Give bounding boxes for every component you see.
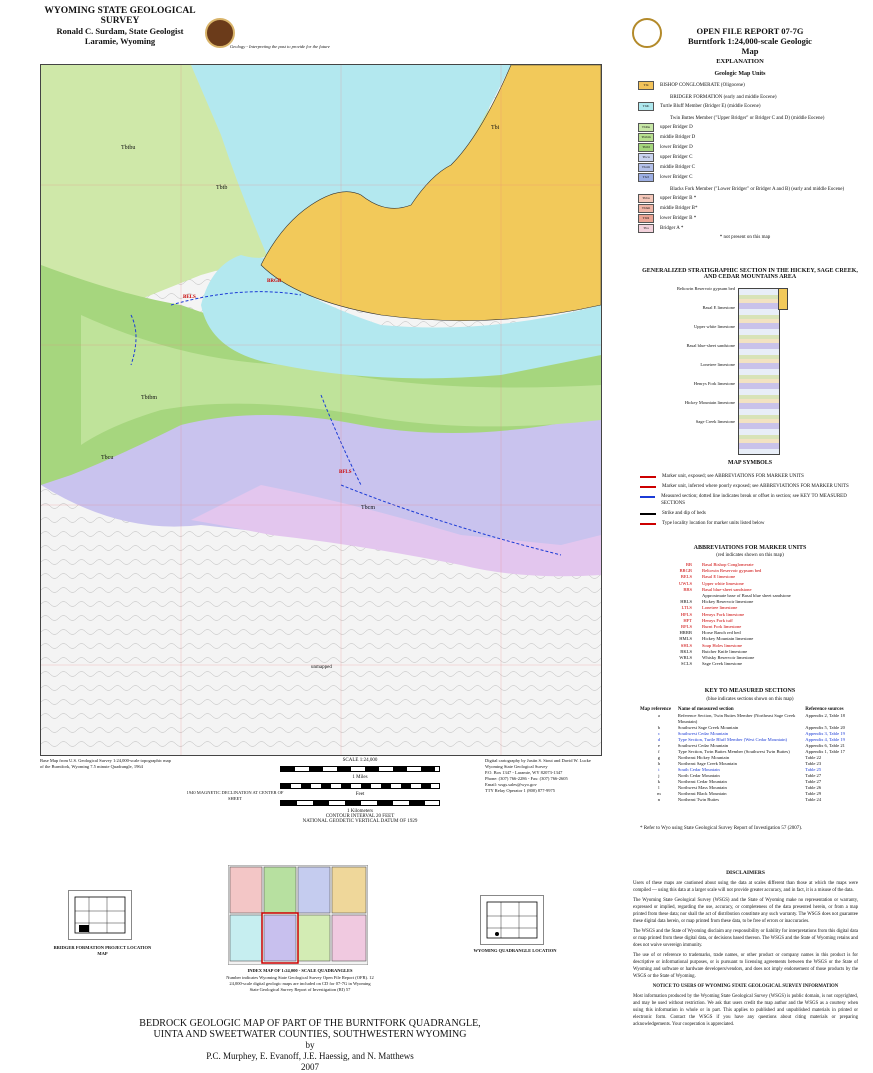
key-cell-ref: n — [657, 797, 661, 802]
key-header-cell: Name of measured section — [677, 707, 734, 712]
bridger-location-map — [68, 890, 132, 940]
map-label-tbtbu: Tbtbu — [121, 145, 136, 151]
report-number: OPEN FILE REPORT 07-7G — [696, 26, 804, 36]
key-cell-ref: k — [657, 779, 661, 784]
map-label-tbcm: Tbcm — [361, 505, 375, 511]
units-title: Geologic Map Units — [714, 71, 766, 77]
key-cell-src: Table 22 — [805, 755, 822, 760]
key-cell-src: Table 26 — [805, 785, 822, 790]
key-row — [640, 797, 865, 803]
wyoming-outline-icon-2 — [481, 896, 543, 944]
symbol-line-icon — [640, 486, 656, 488]
key-cell-src: Table 29 — [805, 791, 822, 796]
key-cell-ref: b — [657, 725, 661, 730]
symbol-line-icon — [640, 496, 655, 498]
unit-row — [630, 81, 860, 90]
header-left — [30, 6, 210, 46]
abbrev-code: WRLS — [679, 655, 692, 661]
key-cell-ref: c — [657, 731, 660, 736]
state-geologist: Ronald C. Surdam, State Geologist — [56, 26, 184, 36]
key-cell-src: Table 24 — [805, 797, 822, 802]
abbrev-name: Burnt Fork limestone — [702, 624, 742, 630]
abbrev-row — [670, 661, 850, 667]
abbrev-name: Upper white limestone — [702, 580, 744, 586]
unit-name: upper Bridger C — [660, 155, 693, 160]
wyoming-outline-icon — [69, 891, 131, 939]
unit-row — [630, 194, 860, 203]
abbrev-name: Beltowin Reservoir gypsum bed — [702, 568, 762, 574]
key-subtitle: (blue indicates sections shown on this map) — [706, 697, 794, 702]
survey-name: WYOMING STATE GEOLOGICAL SURVEY — [44, 6, 196, 26]
abbrev-name: Basal blue-sheet sandstone — [702, 586, 752, 592]
bridger-location-caption: BRIDGER FORMATION PROJECT LOCATION MAP — [53, 945, 152, 956]
symbol-text: Marker unit, exposed; see ABBREVIATIONS FOR MARKER UNITS — [662, 474, 804, 479]
abbrev-name: Lonetree limestone — [702, 605, 738, 611]
abbrev-code: BRGB — [679, 568, 692, 574]
abbrev-name: Soap Holes limestone — [702, 642, 743, 648]
header-right — [680, 26, 820, 56]
unit-name: BRIDGER FORMATION (early and middle Eocene) — [670, 95, 777, 100]
symbol-text: Strike and dip of beds — [662, 511, 706, 516]
unit-swatch: Tbtbl — [638, 143, 654, 152]
key-cell-name: North Cedar Mountain — [677, 773, 720, 778]
unit-swatch: Tbcu — [638, 153, 654, 162]
unit-name: upper Bridger B * — [660, 196, 697, 201]
disclaimers-title: DISCLAIMERS — [726, 870, 765, 876]
publisher-phone: Phone: (307) 766-2286 - Fax: (307) 766-2605 — [485, 776, 568, 781]
key-cell-src: Appendix 2, Table 18 — [805, 713, 845, 718]
map-label-tbtb: Tbtb — [216, 185, 228, 191]
abbrev-code: HRRB — [679, 630, 692, 636]
map-label-bels: BELS — [183, 295, 196, 300]
scale-bar-km — [280, 800, 440, 806]
key-cell-name: Southwest Cedar Mountain — [677, 731, 729, 736]
publisher-email[interactable]: Email: wsgs.sales@wyo.gov — [485, 782, 537, 787]
map-symbols-list — [640, 470, 860, 530]
key-cell-ref: d — [657, 737, 661, 742]
key-cell-src: Appendix 5, Table 20 — [805, 725, 845, 730]
abbrev-name: Whisky Reservoir limestone — [702, 655, 755, 661]
unit-swatch: Tbtbm — [638, 133, 654, 142]
disclaimer-p3: The WSGS and the State of Wyoming disclaim any responsibility or liability for interpretations from this digital data or map printed from these digital data, or decisions based thereon. The WSGS and the State of Wyoming retains and does not waive sovereign immunity. — [633, 929, 858, 948]
publisher-tty: TTY Relay Operator 1 (800) 877-9975 — [485, 788, 555, 793]
contour-interval: CONTOUR INTERVAL 20 FEET — [325, 814, 395, 819]
publisher-name: Wyoming State Geological Survey — [485, 764, 548, 769]
vertical-datum: NATIONAL GEODETIC VERTICAL DATUM OF 1929 — [302, 819, 418, 824]
scale-miles-unit: 1 Miles — [352, 775, 368, 780]
abbrev-code: BFLS — [681, 624, 692, 630]
publisher-address: P.O. Box 1347 - Laramie, WY 82073-1347 — [485, 770, 563, 775]
notice-title: NOTICE TO USERS OF WYOMING STATE GEOLOGICAL SURVEY INFORMATION — [652, 984, 839, 989]
strat-label: Lonetree limestone — [700, 362, 735, 367]
city: Laramie, Wyoming — [84, 36, 156, 46]
abbrev-code: SCLS — [681, 661, 692, 667]
key-cell-name: Southwest Sage Creek Mountain — [677, 725, 739, 730]
symbol-row — [640, 520, 860, 527]
strat-label: Beltowin Reservoir gypsum bed — [676, 286, 735, 291]
notice-text: Most information produced by the Wyoming State Geological Survey (WSGS) is public domain, is not copyrighted, and may be used without restriction. We ask that users credit the map author and the WSGS as a courtesy when using this information in whole or in part. This applies to published and unpublished materials in printed or electronic form. Contact the WSGS if you have any questions about citing materials or preparing acknowledgements. Your cooperation is appreciated. — [633, 994, 858, 1027]
abbrev-title: ABBREVIATIONS FOR MARKER UNITS — [693, 545, 807, 551]
unit-row — [630, 94, 860, 101]
map-symbols-title: MAP SYMBOLS — [727, 460, 773, 466]
strat-section-labels — [640, 285, 735, 455]
unit-row — [630, 115, 860, 122]
unit-row — [630, 204, 860, 213]
unit-name: Bridger A * — [660, 226, 684, 231]
key-cell-src: Appendix 3, Table 19 — [805, 731, 845, 736]
abbrev-code: BKLS — [680, 648, 692, 654]
disclaimer-p2: The Wyoming State Geological Survey (WSGS) and the State of Wyoming make no representation or warranty, expressed or implied, regarding the use, accuracy, or completeness of the data presented herein, or from a map printed from these data; nor shall the act of distribution constitute any such warranty. The WSGS does not guarantee these digital data herein, or map printed from these data, to be free of errors or inaccuracies. — [633, 898, 858, 924]
abbrev-code: BELS — [680, 574, 692, 580]
abbrev-list — [670, 562, 850, 667]
scale-bar-miles — [280, 766, 440, 772]
symbol-line-icon — [640, 513, 656, 515]
unit-row — [630, 133, 860, 142]
title-authors: P.C. Murphey, E. Evanoff, J.E. Haessig, and N. Matthews — [206, 1051, 414, 1061]
abbrev-code: HMLS — [679, 636, 692, 642]
wyoming-quadrangle-caption: WYOMING QUADRANGLE LOCATION — [473, 948, 557, 953]
map-label-unmapped: unmapped — [311, 665, 332, 670]
unit-swatch: Tbtbu — [638, 123, 654, 132]
unit-row — [630, 102, 860, 111]
unit-row — [630, 123, 860, 132]
key-cell-ref: m — [657, 791, 661, 796]
key-cell-name: Northeast Cedar Mountain — [677, 779, 727, 784]
symbol-line-icon — [640, 476, 656, 478]
abbrev-code: HRLS — [680, 599, 692, 605]
key-cell-src: Appendix 6, Table 21 — [805, 743, 845, 748]
unit-swatch: Tbcl — [638, 173, 654, 182]
abbrev-code: LTLS — [681, 605, 692, 611]
key-cell-ref: f — [658, 749, 660, 754]
index-map-grid — [228, 865, 368, 965]
abbrev-code: HFLS — [680, 611, 692, 617]
key-cell-src: Table 27 — [805, 773, 822, 778]
symbol-text: Type locality location for marker units listed below — [662, 521, 765, 526]
unit-row — [630, 186, 860, 193]
declination-note: 1940 MAGNETIC DECLINATION AT CENTER OF SHEET — [186, 790, 284, 801]
abbrev-code: UWLS — [678, 580, 692, 586]
unit-name: BISHOP CONGLOMERATE (Oligocene) — [660, 83, 745, 88]
symbol-row — [640, 473, 860, 480]
key-cell-src: Appendix 1, Table 17 — [805, 749, 845, 754]
symbol-row — [640, 493, 860, 507]
key-cell-name: Northeast Black Mountain — [677, 791, 727, 796]
unit-row — [630, 224, 860, 233]
index-map — [228, 865, 368, 965]
explanation-title: EXPLANATION — [716, 58, 764, 65]
strat-label: Hickey Mountain limestone — [684, 400, 735, 405]
title-year: 2007 — [301, 1062, 319, 1072]
disclaimers — [633, 870, 858, 1031]
unit-name: Twin Buttes Member ("Upper Bridger" or Bridger C and D) (middle Eocene) — [670, 116, 825, 121]
key-cell-src: Table 27 — [805, 779, 822, 784]
map-label-tbcu: Tbcu — [101, 455, 114, 461]
abbrev-name: Sage Creek limestone — [702, 661, 743, 667]
symbol-row — [640, 483, 860, 490]
key-cell-ref: j — [658, 773, 660, 778]
map-name: Burntfork 1:24,000-scale Geologic Map — [688, 36, 812, 56]
strat-section-title: GENERALIZED STRATIGRAPHIC SECTION IN THE HICKEY, SAGE CREEK, AND CEDAR MOUNTAINS AREA — [642, 268, 858, 280]
wyoming-seal-icon — [632, 18, 662, 48]
key-cell-ref: a — [657, 713, 660, 718]
title-line-2: UINTA AND SWEETWATER COUNTIES, SOUTHWESTERN WYOMING — [153, 1029, 467, 1040]
cartography-credit: Digital cartography by Justin S. Stout and David W. Lucke — [485, 758, 591, 763]
symbol-line-icon — [640, 523, 656, 525]
abbrev-name: Basal E limestone — [702, 574, 736, 580]
unit-swatch: Tba — [638, 224, 654, 233]
unit-name: middle Bridger B* — [660, 206, 698, 211]
unit-row — [630, 214, 860, 223]
key-cell-ref: h — [657, 761, 661, 766]
key-cell-ref: i — [658, 767, 660, 772]
key-note: * Refer to Wyo using State Geological Survey Report of Investigation 57 (2007). — [640, 826, 803, 831]
scale-label: SCALE 1:24,000 — [342, 758, 378, 763]
unit-name: Turtle Bluff Member (Bridger E) (middle Eocene) — [660, 104, 761, 109]
key-cell-name: South Cedar Mountain — [677, 767, 720, 772]
key-cell-name: Type Section, Twin Buttes Member (Southwest Twin Buttes) — [677, 749, 790, 754]
scale-bar — [270, 758, 450, 824]
strat-label: Upper white limestone — [694, 324, 735, 329]
motto: Geology - Interpreting the past to provide for the future — [230, 44, 330, 49]
unit-swatch: Tbi — [638, 81, 654, 90]
abbrev-code: SHLS — [680, 642, 692, 648]
abbrev-name: Hickey Reservoir limestone — [702, 599, 754, 605]
unit-row — [630, 173, 860, 182]
title-line-1: BEDROCK GEOLOGIC MAP OF PART OF THE BURNTFORK QUADRANGLE, — [139, 1018, 481, 1029]
scale-feet-unit: Feet — [355, 792, 365, 797]
abbrev-code: BBS — [683, 586, 692, 592]
key-title: KEY TO MEASURED SECTIONS — [704, 688, 796, 694]
key-header-row — [640, 706, 865, 713]
key-cell-src: Table 25 — [805, 767, 822, 772]
unit-name: Blacks Fork Member ("Lower Bridger" or Bridger A and B) (early and middle Eocene) — [670, 187, 845, 192]
abbrev-name: Butcher Knife limestone — [702, 648, 748, 654]
unit-row — [630, 143, 860, 152]
map-label-brgb: BRGB — [267, 279, 282, 284]
abbrev-name: Henrys Fork tuff — [702, 617, 733, 623]
key-table — [640, 706, 865, 832]
unit-name: lower Bridger D — [660, 145, 693, 150]
key-cell-name: Type Section, Turtle Bluff Member (West Cedar Mountain) — [677, 737, 788, 742]
unit-name: middle Bridger C — [660, 165, 695, 170]
disclaimer-p1: Users of these maps are cautioned about using the data at scales different than those at which the maps were compiled — using this data at a larger scale will not provide greater accuracy, and in fact, it is a misuse of the data. — [633, 881, 858, 893]
unit-row — [630, 153, 860, 162]
geologic-map-svg — [41, 65, 601, 755]
key-cell-name: Northeast Hickey Mountain — [677, 755, 730, 760]
strat-label: Henrys Fork limestone — [693, 381, 735, 386]
unit-swatch: Tbbm — [638, 204, 654, 213]
key-cell-name: Northwest Mass Mountain — [677, 785, 727, 790]
key-cell-src: Table 23 — [805, 761, 822, 766]
abbrev-code: BB — [685, 562, 692, 567]
scale-bar-feet — [280, 783, 440, 789]
key-cell-name: Southwest Cedar Mountain — [677, 743, 729, 748]
not-present-note: * not present on this map — [719, 235, 771, 240]
explanation-panel — [630, 58, 860, 241]
key-header-cell: Map reference — [640, 707, 672, 712]
abbrev-name: Hickey Mountain limestone — [702, 636, 754, 642]
symbol-text: Measured section; dotted line indicates break or offset in section; see KEY TO MEASURED SECTIONS — [661, 494, 847, 506]
strat-column-bishop — [778, 288, 788, 310]
abbrev-code: HFT — [683, 617, 692, 623]
key-header-cell: Reference sources — [805, 707, 844, 712]
geologic-map[interactable] — [40, 64, 602, 756]
map-label-tbi: Tbi — [491, 125, 500, 131]
unit-swatch: Tbcm — [638, 163, 654, 172]
abbrev-name: Henrys Fork limestone — [702, 611, 745, 617]
unit-name: lower Bridger B * — [660, 216, 697, 221]
strat-label: Sage Creek limestone — [695, 419, 735, 424]
symbol-row — [640, 510, 860, 517]
wyoming-quadrangle-map — [480, 895, 544, 945]
unit-swatch: Tbbu — [638, 194, 654, 203]
scale-km-unit: 1 Kilometers — [347, 809, 373, 814]
key-row — [640, 713, 865, 725]
strat-column — [738, 288, 780, 455]
base-map-note: Base Map from U.S. Geological Survey 1:24,000-scale topographic map of the Burntfork, Wyoming 7.5 minute Quadrangle, 1964 — [40, 758, 171, 769]
unit-swatch: Tbbl — [638, 214, 654, 223]
key-cell-src: Appendix 4, Table 19 — [805, 737, 845, 742]
key-cell-ref: l — [658, 785, 660, 790]
key-cell-ref: g — [657, 755, 661, 760]
abbrev-subtitle: (red indicates shown on this map) — [716, 553, 784, 558]
unit-name: lower Bridger C — [660, 175, 693, 180]
map-label-bfls: BFLS — [339, 470, 352, 475]
map-label-tbtbm: Tbtbm — [141, 395, 157, 401]
abbrev-name: Approximate base of Basal blue sheet sandstone — [702, 593, 791, 599]
publisher-block — [485, 758, 605, 794]
index-map-note: Number indicates Wyoming State Geological Survey Open File Report (OFR). 12 24,000-scale digital geologic maps are included on CD for 07-7G in Wyoming State Geological Survey Report of Investigation (RI) 57 — [226, 975, 374, 992]
disclaimer-p4: The use of or reference to trademarks, trade names, or other product or company names in this product is for descriptive or informational purposes, or is pursuant to licensing agreements between the WSGS or the State of Wyoming and software or hardware developers/vendors, and does not imply endorsement of those products by the WSGS or the State of Wyoming. — [633, 953, 858, 979]
map-title-block — [70, 1018, 550, 1073]
abbrev-name: Horse Ranch red bed — [702, 630, 741, 636]
unit-name: upper Bridger D — [660, 125, 693, 130]
title-by: by — [305, 1040, 315, 1050]
unit-name: middle Bridger D — [660, 135, 696, 140]
abbrev-name: Basal Bishop Conglomerate — [702, 562, 754, 567]
strat-label: Basal E limestone — [702, 305, 735, 310]
key-cell-ref: e — [657, 743, 660, 748]
map-units-list — [630, 81, 860, 233]
key-cell-name: Northeast Sage Creek Mountain — [677, 761, 737, 766]
key-cell-name: Northeast Twin Buttes — [677, 797, 720, 802]
key-cell-name: Reference Section, Twin Buttes Member (Northeast Sage Creek Mountain) — [677, 713, 796, 724]
index-map-title: INDEX MAP OF 1:24,000 - SCALE QUADRANGLES — [247, 968, 353, 973]
unit-swatch: Tbtb — [638, 102, 654, 111]
symbol-text: Marker unit, inferred where poorly exposed; see ABBREVIATIONS FOR MARKER UNITS — [662, 484, 849, 489]
strat-label: Basal blue-sheet sandstone — [686, 343, 735, 348]
unit-row — [630, 163, 860, 172]
